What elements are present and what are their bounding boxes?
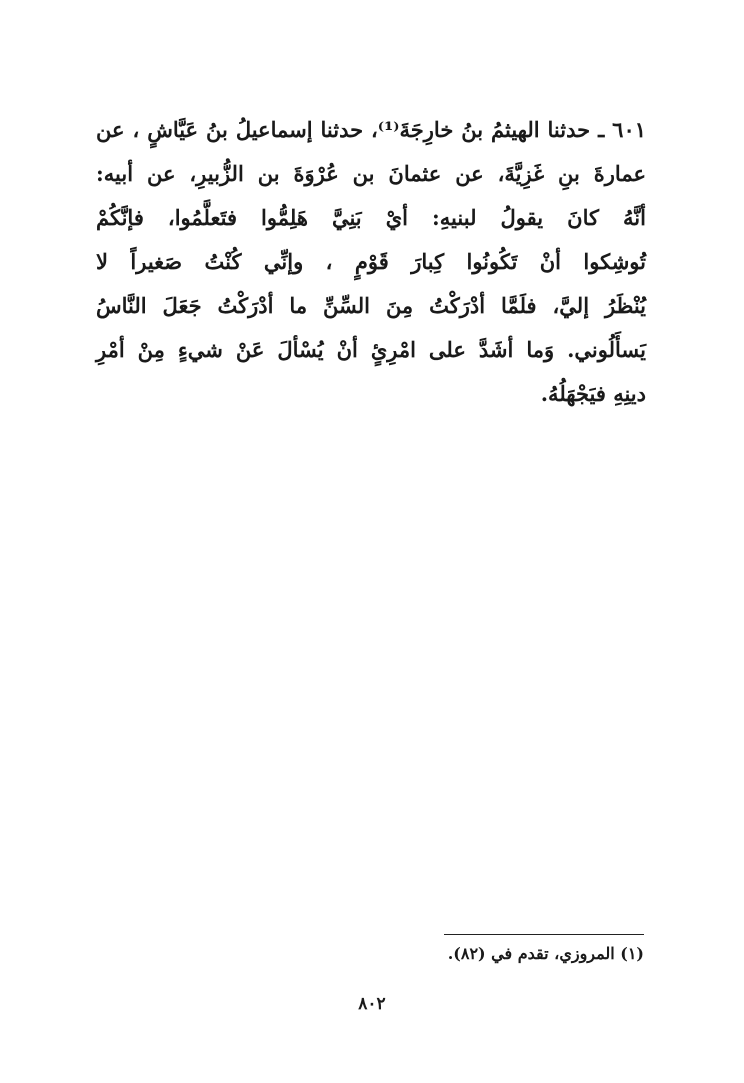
text-line: يَسأَلُوني. وَما أشَدَّ على امْرِئٍ أنْ يُسْألَ عَنْ شيءٍ مِنْ أمْرِ bbox=[96, 337, 646, 362]
text-line: يُنْظَرُ إليَّ، فلَمَّا أدْرَكْتُ مِنَ السِّنِّ ما أدْرَكْتُ جَعَلَ النَّاسُ bbox=[96, 293, 646, 318]
page-number: ٨٠٢ bbox=[358, 994, 386, 1014]
text-line: تُوشِكوا أنْ تَكُونُوا كِبارَ قَوْمٍ ، وإنِّي كُنْتُ صَغيراً لا bbox=[96, 249, 646, 274]
footnote: (١) المروزي، تقدم في (٨٢). bbox=[447, 944, 644, 963]
text-line: عمارةَ بنِ غَزِيَّةَ، عن عثمانَ بن عُرْوَةَ بن الزُّبيرِ، عن أبيه: bbox=[96, 161, 646, 186]
footnote-divider bbox=[444, 934, 644, 935]
hadith-text-block bbox=[96, 108, 646, 416]
text-line: أنَّهُ كانَ يقولُ لبنيهِ: أيْ بَنِيَّ هَلِمُّوا فتَعلَّمُوا، فإنَّكُمْ bbox=[96, 205, 646, 230]
text-line: دينِهِ فيَجْهَلُهُ. bbox=[540, 381, 646, 406]
text-line: ٦٠١ ـ حدثنا الهيثمُ بنُ خارِجَةَ⁽¹⁾، حدثنا إسماعيلُ بنُ عَيَّاشٍ ، عن bbox=[96, 117, 647, 142]
